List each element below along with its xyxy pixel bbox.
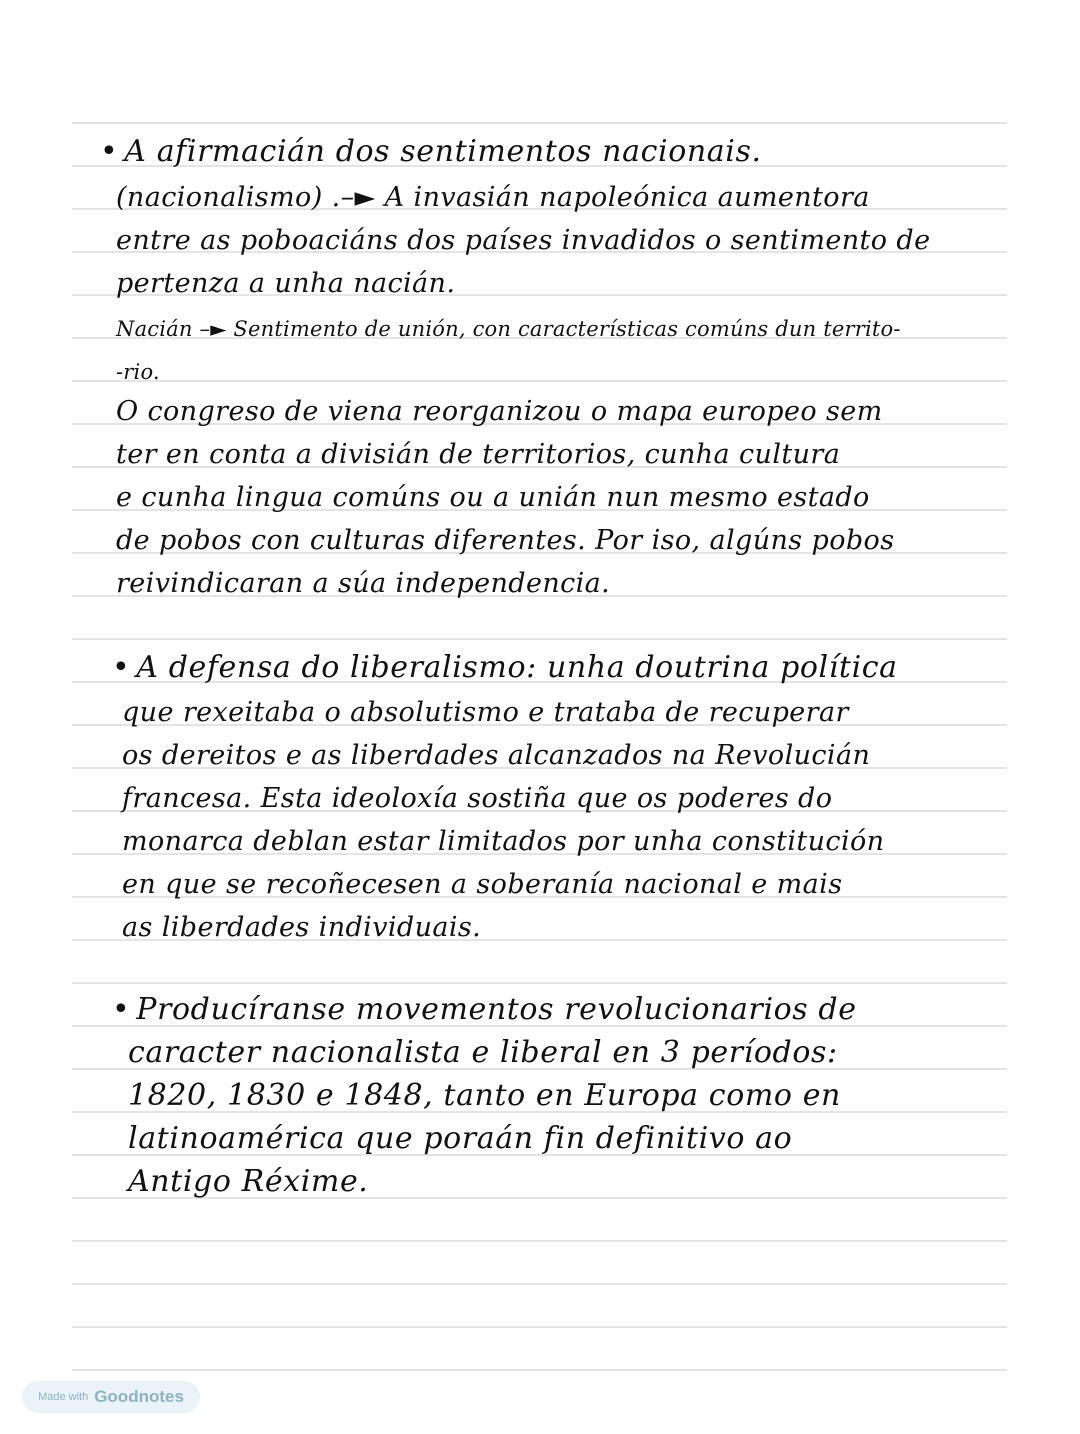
note-text: A defensa do liberalismo: unha doutrina política	[136, 650, 898, 685]
note-line: caracter nacionalista e liberal en 3 períodos:	[128, 1035, 838, 1070]
note-line: Nacián –► Sentimento de unión, con características comúns dun territo-	[116, 317, 901, 341]
note-line: de pobos con culturas diferentes. Por iso, algúns pobos	[116, 525, 895, 556]
section-heading	[100, 136, 762, 168]
note-text: A afirmacián dos sentimentos nacionais.	[124, 134, 762, 169]
note-line: O congreso de viena reorganizou o mapa europeo sem	[116, 396, 883, 427]
note-line: entre as poboaciáns dos países invadidos o sentimento de	[116, 225, 931, 256]
note-line: (nacionalismo) .–► A invasián napoleónica aumentora	[116, 182, 870, 213]
note-line: pertenza a unha nacián.	[116, 268, 456, 299]
note-text: Producíranse movementos revolucionarios de	[136, 992, 857, 1027]
note-line: e cunha lingua comúns ou a unián nun mesmo estado	[116, 482, 870, 513]
section-heading	[112, 994, 857, 1026]
note-line: Antigo Réxime.	[128, 1164, 369, 1199]
section-heading	[112, 652, 898, 684]
note-line: que rexeitaba o absolutismo e trataba de recuperar	[122, 697, 849, 728]
badge-prefix: Made with	[38, 1391, 89, 1403]
note-line: os dereitos e as liberdades alcanzados na Revolucián	[122, 740, 871, 771]
note-line: monarca deblan estar limitados por unha constitución	[122, 826, 885, 857]
made-with-goodnotes-badge[interactable]	[22, 1381, 200, 1413]
note-line: ter en conta a divisián de territorios, cunha cultura	[116, 439, 841, 470]
note-line: latinoamérica que poraán fin definitivo ao	[128, 1121, 793, 1156]
bullet: •	[112, 650, 131, 685]
badge-brand: Goodnotes	[94, 1387, 184, 1406]
bullet: •	[112, 992, 131, 1027]
note-line: reivindicaran a súa independencia.	[116, 568, 611, 599]
note-line: as liberdades individuais.	[122, 912, 482, 943]
bullet: •	[100, 134, 119, 169]
note-line: en que se recoñecesen a soberanía nacional e mais	[122, 869, 843, 900]
note-line: 1820, 1830 e 1848, tanto en Europa como en	[128, 1078, 841, 1113]
note-line: francesa. Esta ideoloxía sostiña que os poderes do	[122, 783, 833, 814]
note-line: -rio.	[116, 360, 160, 384]
